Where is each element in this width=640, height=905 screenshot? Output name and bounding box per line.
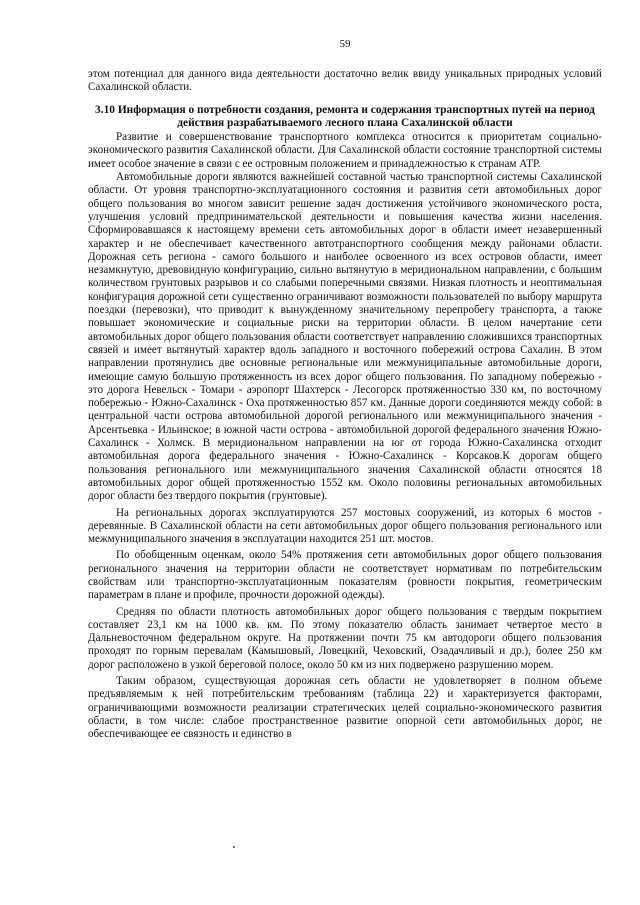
- page-number: 59: [339, 38, 351, 50]
- scan-speck: [233, 846, 235, 848]
- paragraph-conclusion: Таким образом, существующая дорожная сеть области не удовлетворяет в полном объеме предъявляемым к ней потребительским требованиям (таблица 22) и характеризуется факторами, ограничивающими возможности реализации стратегических целей социально-экономического развития области, в том числе: слабое пространственное развитие опорной сети автомобильных дорог, не обеспечивающее ее связность и единство в: [88, 675, 602, 741]
- paragraph-bridges: На региональных дорогах эксплуатируются 257 мостовых сооружений, из которых 6 мостов - деревянные. В Сахалинской области на сети автомобильных дорог общего пользования регионального или межмуниципального значения в эксплуатации находится 251 шт. мостов.: [88, 506, 602, 546]
- paragraph-road-condition: По обобщенным оценкам, около 54% протяжения сети автомобильных дорог общего пользования регионального значения на территории области не соответствует нормативам по потребительским свойствам или транспортно-эксплуатационным показателям (ровности покрытия, геометрическим параметрам в плане и профиле, прочности дорожной одежды).: [88, 549, 602, 602]
- paragraph-transport-priority: Развитие и совершенствование транспортного комплекса относится к приоритетам социально-экономического развития Сахалинской области. Для Сахалинской области состояние транспортной системы имеет особое значение в связи с ее островным положением и принадлежностью к странам АТР.: [88, 131, 602, 170]
- document-page: [88, 38, 602, 742]
- paragraph-road-density: Средняя по области плотность автомобильных дорог общего пользования с твердым покрытием составляет 23,1 км на 1000 кв. км. По этому показателю область занимает четвертое место в Дальневосточном федеральном округе. На протяжении почти 75 км автодороги общего пользования проходят по горным перевалам (Камышовый, Ловецкий, Чеховский, Озадачливый и др.), более 250 км дорог расположено в узкой береговой полосе, около 50 км из них подвержено разрушению морем.: [88, 605, 602, 671]
- paragraph-road-network: Автомобильные дороги являются важнейшей составной частью транспортной системы Сахалинской области. От уровня транспортно-эксплуатационного состояния и развития сети автомобильных дорог общего пользования во многом зависит решение задач достижения устойчивого экономического роста, улучшения условий предпринимательской деятельности и повышения качества жизни населения. Сформировавшаяся к настоящему времени сеть автомобильных дорог в области имеет незавершенный характер и не обеспечивает качественного автотранспортного сообщения между районами области. Дорожная сеть региона - самого большого и наиболее освоенного из всех островов области, имеет незамкнутую, древовидную конфигурацию, сильно вытянутую в меридиональном направлении, с большим количеством грунтовых разрывов и со слабыми поперечными связями. Низкая плотность и неоптимальная конфигурация дорожной сети существенно ограничивают возможности пользователей по выбору маршрута поездки (перевозки), что приводит к вынужденному значительному перепробегу транспорта, а также повышает экономические и социальные риски на территории области. В целом начертание сети автомобильных дорог общего пользования области соответствует направлению сложившихся транспортных связей и имеет вытянутый характер вдоль западного и восточного побережий острова Сахалин. В этом направлении протянулись две основные региональные или межмуниципальные автомобильные дороги, имеющие самую большую протяженность из всех дорог общего пользования. По западному побережью - это дорога Невельск - Томари - аэропорт Шахтерск - Лесогорск протяженностью 330 км, по восточному побережью - Южно-Сахалинск - Оха протяженностью 857 км. Данные дороги соединяются между собой: в центральной части острова автомобильной дорогой регионального или межмуниципального значения - Арсентьевка - Ильинское; в южной части острова - автомобильной дорогой федерального значения Южно-Сахалинск - Холмск. В меридиональном направлении на юг от города Южно-Сахалинска отходит автомобильная дорога федерального значения - Южно-Сахалинск - Корсаков.К дорогам общего пользования регионального или межмуниципального значения Сахалинской области относятся 18 автомобильных дорог общей протяженностью 1552 км. Около половины региональных автомобильных дорог области без твердого покрытия (грунтовые).: [88, 171, 602, 503]
- section-heading: 3.10 Информация о потребности создания, ремонта и содержания транспортных путей на период действия разрабатываемого лесного плана Сахалинской области: [95, 103, 595, 129]
- intro-paragraph: этом потенциал для данного вида деятельности достаточно велик ввиду уникальных природных условий Сахалинской области.: [88, 68, 602, 94]
